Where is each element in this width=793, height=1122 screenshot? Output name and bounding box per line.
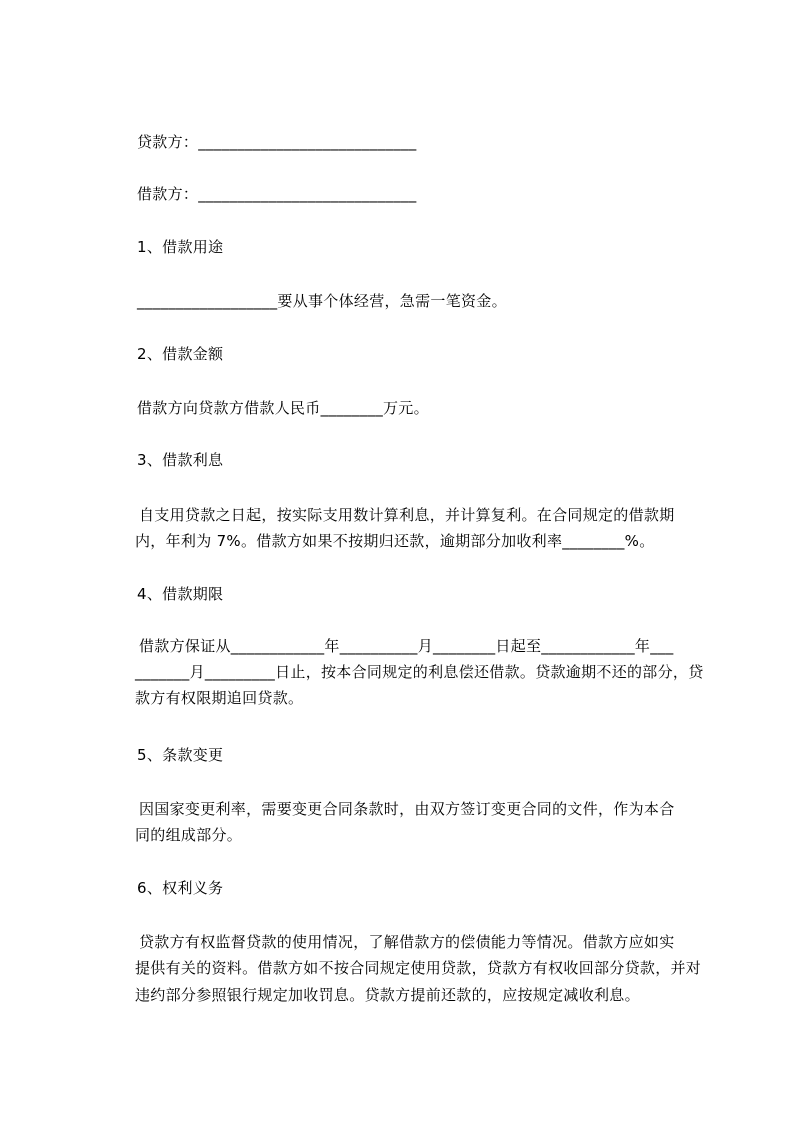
section-3-heading: 3、借款利息 <box>137 451 224 469</box>
section-6-heading: 6、权利义务 <box>137 879 224 897</box>
section-4-body-line-3: 款方有权限期追回贷款。 <box>135 689 304 707</box>
section-2-body: 借款方向贷款方借款人民币________万元。 <box>137 399 429 417</box>
section-2-heading: 2、借款金额 <box>137 345 224 363</box>
section-1-body: __________________要从事个体经营，急需一笔资金。 <box>137 292 507 310</box>
section-4-body-line-2: _______月_________日止，按本合同规定的利息偿还借款。贷款逾期不还的部分，贷 <box>135 663 704 681</box>
section-4-heading: 4、借款期限 <box>137 585 224 603</box>
section-5-body-line-2: 同的组成部分。 <box>135 826 243 844</box>
lender-line: 贷款方：____________________________ <box>137 133 417 151</box>
section-6-body-line-1: 贷款方有权监督贷款的使用情况，了解借款方的偿债能力等情况。借款方应如实 <box>139 933 675 951</box>
section-6-body-line-3: 违约部分参照银行规定加收罚息。贷款方提前还款的，应按规定减收利息。 <box>135 986 640 1004</box>
section-4-body-line-1: 借款方保证从____________年__________月________日起至____________年___ <box>139 637 674 655</box>
borrower-line: 借款方：____________________________ <box>137 185 417 203</box>
section-5-heading: 5、条款变更 <box>137 746 224 764</box>
section-5-body-line-1: 因国家变更利率，需要变更合同条款时，由双方签订变更合同的文件，作为本合 <box>139 800 675 818</box>
section-1-heading: 1、借款用途 <box>137 238 224 256</box>
section-6-body-line-2: 提供有关的资料。借款方如不按合同规定使用贷款，贷款方有权收回部分贷款，并对 <box>135 959 702 977</box>
section-3-body-line-2: 内，年利为 7%。借款方如果不按期归还款，逾期部分加收利率________%。 <box>135 532 655 550</box>
section-3-body-line-1: 自支用贷款之日起，按实际支用数计算利息，并计算复利。在合同规定的借款期 <box>139 506 675 524</box>
